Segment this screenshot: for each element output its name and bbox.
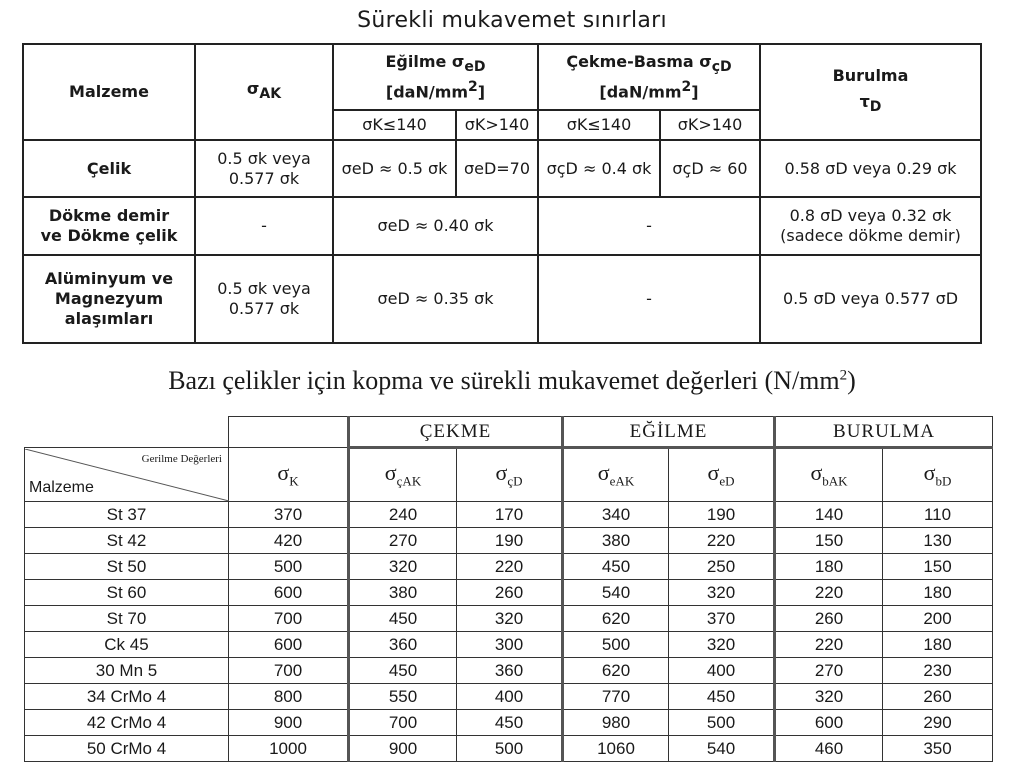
header-sigma-ak: $\sigma_{AK}$: [195, 44, 333, 140]
corner-bottom-label: Malzeme: [29, 478, 94, 496]
cond-egilme-gt: σK>140: [456, 110, 538, 140]
table-cell: 300: [457, 632, 563, 658]
table2-title: Bazı çelikler için kopma ve sürekli mukavemet değerleri $(N/mm^2)$: [168, 366, 856, 395]
table-cell: 550: [349, 684, 457, 710]
steel-strength-table: [24, 416, 993, 762]
table-row: [25, 606, 993, 632]
table-cell: 140: [775, 502, 883, 528]
table-row: [25, 554, 993, 580]
row-name: Alüminyum ve Magnezyum alaşımları: [23, 255, 195, 343]
cell-burulma: 0.5 σD veya 0.577 σD: [760, 255, 981, 343]
table-cell: 600: [775, 710, 883, 736]
table-cell: 460: [775, 736, 883, 762]
table-cell: 320: [669, 632, 775, 658]
cell-egilme: σeD ≈ 0.35 σk: [333, 255, 538, 343]
table-cell: 180: [775, 554, 883, 580]
table-cell: 170: [457, 502, 563, 528]
cell-cekme-gt: σçD ≈ 60: [660, 140, 760, 197]
diagonal-corner-cell: [25, 448, 229, 502]
table-cell: 270: [349, 528, 457, 554]
material-name: 50 CrMo 4: [25, 736, 229, 762]
table-cell: 150: [883, 554, 993, 580]
table-cell: 360: [457, 658, 563, 684]
material-name: 30 Mn 5: [25, 658, 229, 684]
material-name: St 50: [25, 554, 229, 580]
table-cell: 500: [563, 632, 669, 658]
table-cell: 400: [669, 658, 775, 684]
cell-cekme-le: σçD ≈ 0.4 σk: [538, 140, 660, 197]
table-cell: 450: [457, 710, 563, 736]
cond-cekme-gt: σK>140: [660, 110, 760, 140]
table-cell: 420: [229, 528, 349, 554]
table-row: [25, 528, 993, 554]
table-cell: 220: [669, 528, 775, 554]
header-burulma: Burulma $\tau_D$: [760, 44, 981, 140]
symbol-sigma-cak: $\sigma_{çAK}$: [349, 448, 457, 502]
fatigue-limits-table: [22, 43, 982, 344]
header-egilme: Eğilme $\sigma_{eD}$ $[daN/mm^2]$: [333, 44, 538, 110]
table-cell: 500: [669, 710, 775, 736]
symbol-sigma-ed: $\sigma_{eD}$: [669, 448, 775, 502]
cell-egilme-le: σeD ≈ 0.5 σk: [333, 140, 456, 197]
table-cell: 450: [349, 606, 457, 632]
table-cell: 400: [457, 684, 563, 710]
table-cell: 190: [669, 502, 775, 528]
table-cell: 980: [563, 710, 669, 736]
table-cell: 1000: [229, 736, 349, 762]
material-name: St 42: [25, 528, 229, 554]
symbol-sigma-bak: $\sigma_{bAK}$: [775, 448, 883, 502]
symbol-sigma-eak: $\sigma_{eAK}$: [563, 448, 669, 502]
table-cell: 450: [669, 684, 775, 710]
material-name: 42 CrMo 4: [25, 710, 229, 736]
table-row: [25, 580, 993, 606]
table-cell: 500: [457, 736, 563, 762]
table-cell: 150: [775, 528, 883, 554]
table-cell: 600: [229, 632, 349, 658]
table-cell: 260: [775, 606, 883, 632]
table-cell: 240: [349, 502, 457, 528]
table-cell: 290: [883, 710, 993, 736]
header-malzeme: Malzeme: [23, 44, 195, 140]
corner-top-label: Gerilme Değerleri: [141, 452, 222, 465]
table-cell: 180: [883, 580, 993, 606]
table1-title: Sürekli mukavemet sınırları: [357, 8, 667, 33]
table-cell: 340: [563, 502, 669, 528]
cell-sigma-ak: 0.5 σk veya 0.577 σk: [195, 255, 333, 343]
cell-burulma: 0.8 σD veya 0.32 σk (sadece dökme demir): [760, 197, 981, 255]
table-cell: 350: [883, 736, 993, 762]
table-cell: 220: [775, 632, 883, 658]
cond-cekme-le: σK≤140: [538, 110, 660, 140]
table-row: [25, 684, 993, 710]
table-cell: 370: [669, 606, 775, 632]
cell-sigma-ak: 0.5 σk veya 0.577 σk: [195, 140, 333, 197]
symbol-sigma-bd: $\sigma_{bD}$: [883, 448, 993, 502]
cell-sigma-ak: -: [195, 197, 333, 255]
table-cell: 450: [349, 658, 457, 684]
table-row: [25, 710, 993, 736]
table-cell: 270: [775, 658, 883, 684]
table-cell: 260: [883, 684, 993, 710]
cell-cekme: -: [538, 197, 760, 255]
table-cell: 620: [563, 606, 669, 632]
material-name: St 37: [25, 502, 229, 528]
corner-blank: [25, 417, 229, 448]
cond-egilme-le: σK≤140: [333, 110, 456, 140]
group-cekme: ÇEKME: [349, 417, 563, 448]
header-cekme-basma: Çekme-Basma $\sigma_{çD}$ $[daN/mm^2]$: [538, 44, 760, 110]
cell-cekme: -: [538, 255, 760, 343]
table-cell: 250: [669, 554, 775, 580]
table-row: [23, 255, 981, 343]
cell-egilme: σeD ≈ 0.40 σk: [333, 197, 538, 255]
material-name: 34 CrMo 4: [25, 684, 229, 710]
table-cell: 130: [883, 528, 993, 554]
table-cell: 600: [229, 580, 349, 606]
table-cell: 900: [349, 736, 457, 762]
table-row: [25, 632, 993, 658]
table-row: [23, 197, 981, 255]
table-row: [23, 140, 981, 197]
table-cell: 700: [229, 606, 349, 632]
table-cell: 320: [775, 684, 883, 710]
table-cell: 700: [349, 710, 457, 736]
table-cell: 450: [563, 554, 669, 580]
table-cell: 320: [669, 580, 775, 606]
table-cell: 360: [349, 632, 457, 658]
table-row: [25, 736, 993, 762]
table-cell: 180: [883, 632, 993, 658]
table-row: [25, 658, 993, 684]
row-name: Dökme demir ve Dökme çelik: [23, 197, 195, 255]
table-cell: 540: [563, 580, 669, 606]
table-cell: 620: [563, 658, 669, 684]
table-cell: 110: [883, 502, 993, 528]
table-cell: 800: [229, 684, 349, 710]
table-cell: 700: [229, 658, 349, 684]
table-row: [25, 502, 993, 528]
group-egilme: EĞİLME: [563, 417, 775, 448]
symbol-sigma-k: $\sigma_K$: [229, 448, 349, 502]
symbol-sigma-cd: $\sigma_{çD}$: [457, 448, 563, 502]
table-cell: 190: [457, 528, 563, 554]
material-name: Ck 45: [25, 632, 229, 658]
row-name: Çelik: [23, 140, 195, 197]
table-cell: 770: [563, 684, 669, 710]
material-name: St 60: [25, 580, 229, 606]
table-cell: 320: [349, 554, 457, 580]
table-cell: 380: [349, 580, 457, 606]
table-cell: 500: [229, 554, 349, 580]
corner-blank-2: [229, 417, 349, 448]
table-cell: 380: [563, 528, 669, 554]
table-cell: 220: [775, 580, 883, 606]
table-cell: 900: [229, 710, 349, 736]
group-burulma: BURULMA: [775, 417, 993, 448]
table-cell: 230: [883, 658, 993, 684]
table-cell: 260: [457, 580, 563, 606]
table-cell: 320: [457, 606, 563, 632]
cell-egilme-gt: σeD=70: [456, 140, 538, 197]
cell-burulma: 0.58 σD veya 0.29 σk: [760, 140, 981, 197]
material-name: St 70: [25, 606, 229, 632]
table-cell: 1060: [563, 736, 669, 762]
table-cell: 540: [669, 736, 775, 762]
table-cell: 370: [229, 502, 349, 528]
table-cell: 200: [883, 606, 993, 632]
table-cell: 220: [457, 554, 563, 580]
